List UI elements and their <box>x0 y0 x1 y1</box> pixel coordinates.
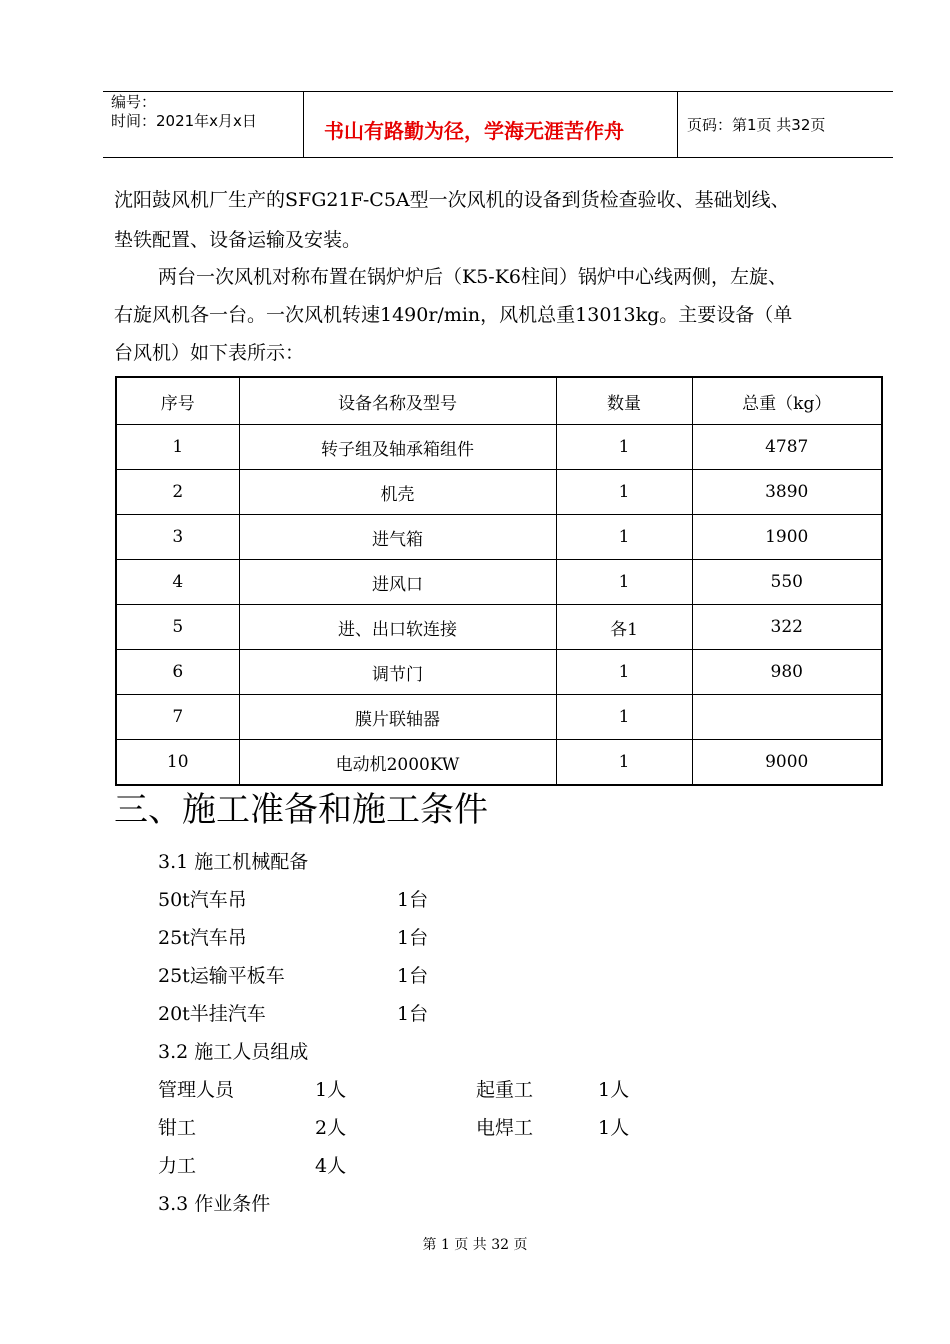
table-row <box>116 740 882 786</box>
table-row <box>116 470 882 515</box>
column-header-equipment-name: 设备名称及型号 <box>239 377 556 425</box>
paragraph-2-line-2: 右旋风机各一台。一次风机转速1490r/min，风机总重13013kg。主要设备（单 <box>114 304 793 326</box>
column-header-index: 序号 <box>116 377 239 425</box>
paragraph-2-line-3: 台风机）如下表所示： <box>114 342 305 364</box>
cell-quantity: 1 <box>556 560 692 605</box>
staff-count: 4人 <box>315 1155 347 1177</box>
cell-equipment-name: 调节门 <box>239 650 556 695</box>
staff-count: 1人 <box>598 1079 630 1101</box>
cell-quantity: 1 <box>556 470 692 515</box>
section-3-title: 三、施工准备和施工条件 <box>114 790 488 830</box>
staff-role: 力工 <box>158 1155 197 1177</box>
staff-count: 1人 <box>598 1117 630 1139</box>
cell-equipment-name: 进、出口软连接 <box>239 605 556 650</box>
cell-equipment-name: 机壳 <box>239 470 556 515</box>
staff-role: 起重工 <box>476 1079 534 1101</box>
cell-total-weight: 980 <box>692 650 882 695</box>
cell-index: 10 <box>116 740 239 786</box>
cell-quantity: 1 <box>556 425 692 470</box>
machine-name: 25t汽车吊 <box>158 927 247 949</box>
staff-count: 2人 <box>315 1117 347 1139</box>
machine-qty: 1台 <box>397 965 429 987</box>
cell-total-weight: 4787 <box>692 425 882 470</box>
subsection-3-1-title: 3.1 施工机械配备 <box>158 851 309 873</box>
table-row <box>116 605 882 650</box>
cell-equipment-name: 进气箱 <box>239 515 556 560</box>
cell-quantity: 1 <box>556 515 692 560</box>
paragraph-1-line-1: 沈阳鼓风机厂生产的SFG21F-C5A型一次风机的设备到货检查验收、基础划线、 <box>114 189 790 211</box>
cell-index: 3 <box>116 515 239 560</box>
header-divider-right <box>677 91 678 158</box>
staff-role: 钳工 <box>158 1117 197 1139</box>
staff-role: 电焊工 <box>476 1117 534 1139</box>
cell-quantity: 1 <box>556 740 692 786</box>
machine-name: 50t汽车吊 <box>158 889 247 911</box>
subsection-3-2-title: 3.2 施工人员组成 <box>158 1041 309 1063</box>
table-row <box>116 650 882 695</box>
cell-index: 6 <box>116 650 239 695</box>
page-footer: 第 1 页 共 32 页 <box>422 1237 528 1253</box>
cell-index: 1 <box>116 425 239 470</box>
cell-total-weight: 322 <box>692 605 882 650</box>
header-divider-left <box>303 91 304 158</box>
table-header-row <box>116 377 882 425</box>
table-row <box>116 515 882 560</box>
cell-total-weight: 3890 <box>692 470 882 515</box>
machine-qty: 1台 <box>397 889 429 911</box>
header-bottom-border <box>103 157 893 158</box>
header-page-label: 页码：第1页 共32页 <box>687 116 826 134</box>
machine-qty: 1台 <box>397 1003 429 1025</box>
subsection-3-3-title: 3.3 作业条件 <box>158 1193 271 1215</box>
staff-count: 1人 <box>315 1079 347 1101</box>
header-motto: 书山有路勤为径，学海无涯苦作舟 <box>324 119 624 143</box>
cell-equipment-name: 膜片联轴器 <box>239 695 556 740</box>
cell-quantity: 1 <box>556 650 692 695</box>
cell-total-weight: 9000 <box>692 740 882 786</box>
equipment-table <box>115 376 883 786</box>
header-top-border <box>103 91 893 92</box>
cell-equipment-name: 电动机2000KW <box>239 740 556 786</box>
staff-role: 管理人员 <box>158 1079 235 1101</box>
table-row <box>116 425 882 470</box>
cell-index: 4 <box>116 560 239 605</box>
paragraph-2-line-1: 两台一次风机对称布置在锅炉炉后（K5-K6柱间）锅炉中心线两侧，左旋、 <box>158 266 787 288</box>
machine-name: 20t半挂汽车 <box>158 1003 266 1025</box>
table-row <box>116 695 882 740</box>
cell-index: 5 <box>116 605 239 650</box>
cell-equipment-name: 转子组及轴承箱组件 <box>239 425 556 470</box>
machine-name: 25t运输平板车 <box>158 965 285 987</box>
document-time-label: 时间：2021年x月x日 <box>111 112 257 130</box>
column-header-total-weight: 总重（kg） <box>692 377 882 425</box>
cell-total-weight: 550 <box>692 560 882 605</box>
cell-total-weight <box>692 695 882 740</box>
cell-index: 2 <box>116 470 239 515</box>
machine-qty: 1台 <box>397 927 429 949</box>
column-header-quantity: 数量 <box>556 377 692 425</box>
document-number-label: 编号： <box>111 93 157 111</box>
cell-equipment-name: 进风口 <box>239 560 556 605</box>
cell-quantity: 1 <box>556 695 692 740</box>
cell-total-weight: 1900 <box>692 515 882 560</box>
cell-quantity: 各1 <box>556 605 692 650</box>
paragraph-1-line-2: 垫铁配置、设备运输及安装。 <box>114 229 362 251</box>
cell-index: 7 <box>116 695 239 740</box>
table-row <box>116 560 882 605</box>
